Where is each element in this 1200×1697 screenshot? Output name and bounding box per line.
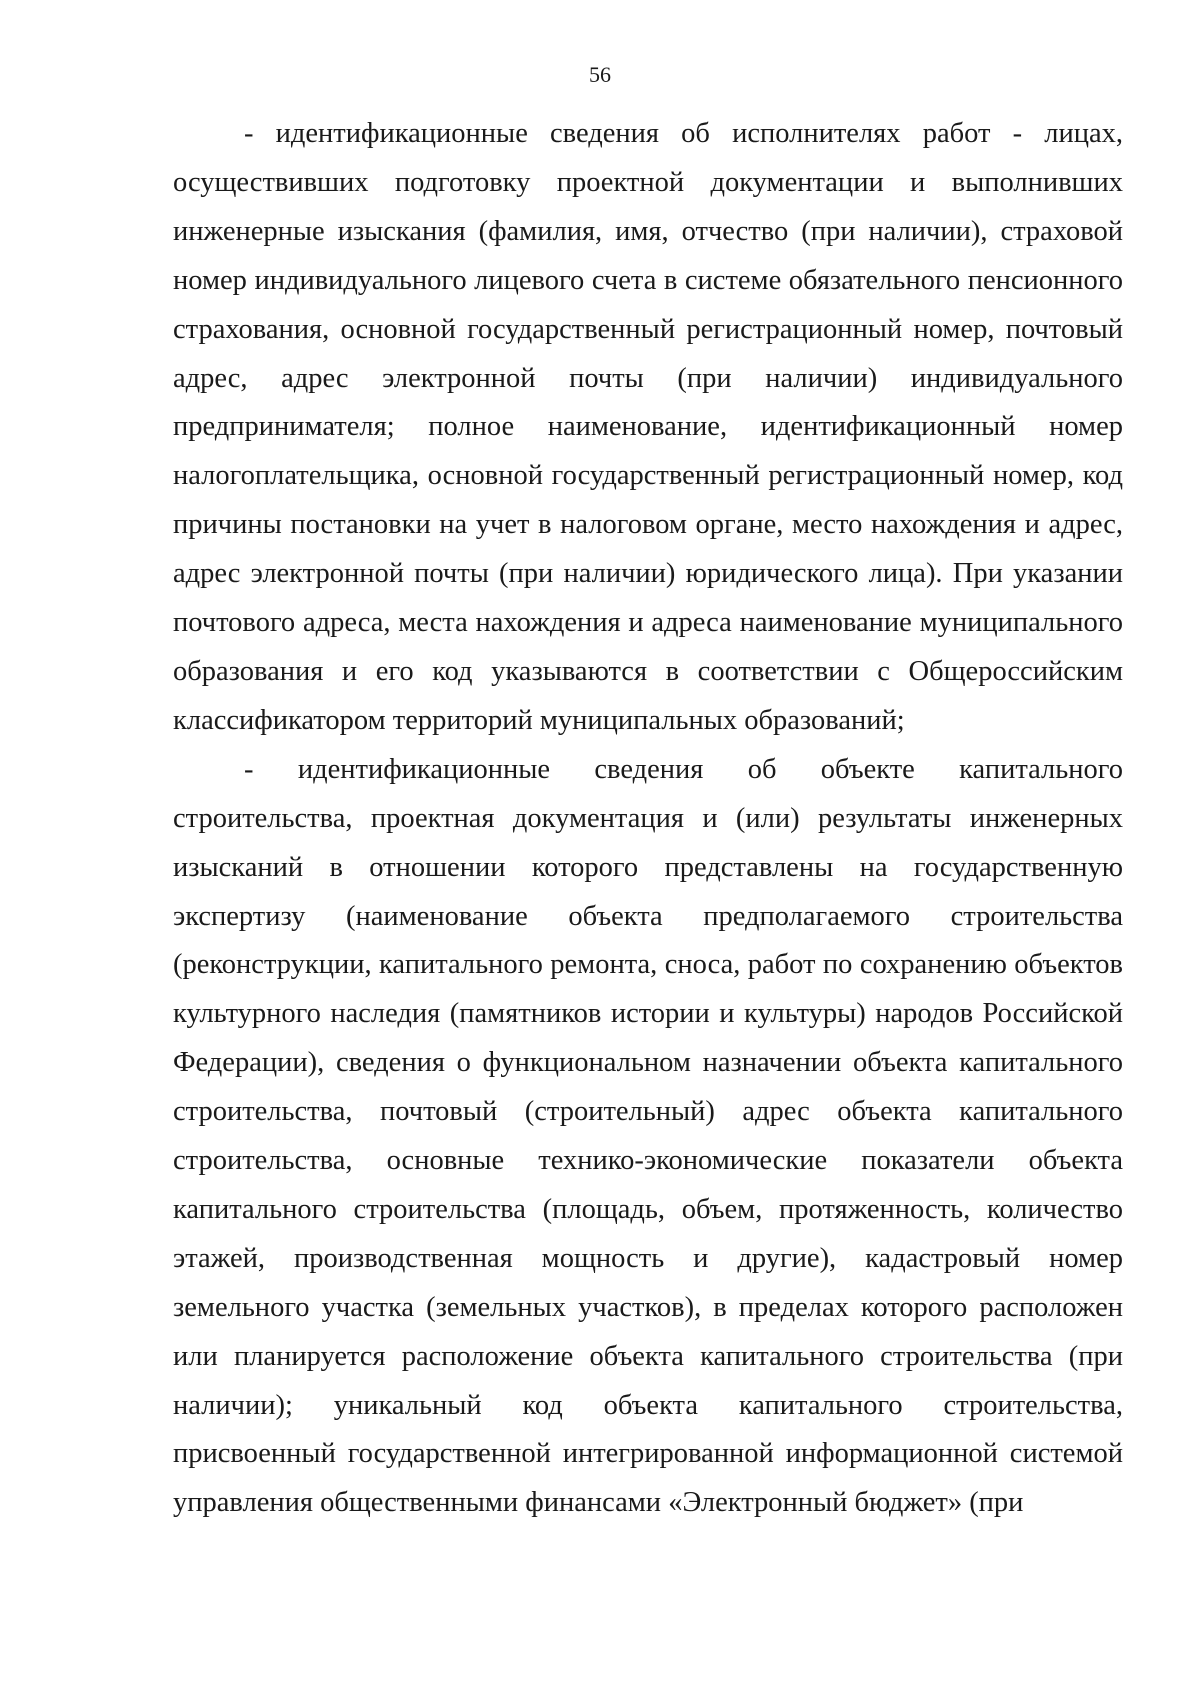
paragraph-construction-object-info: - идентификационные сведения об объекте капитального строительства, проектная документация и (или) результаты инженерных изысканий в отношении которого представлены на государственную экспертизу (наименование объекта предполагаемого строительства (реконструкции, капитального ремонта, сноса, работ по сохранению объектов культурного наследия (памятников истории и культуры) народов Российской Федерации), сведения о функциональном назначении объекта капитального строительства, почтовый (строительный) адрес объекта капитального строительства, основные технико-экономические показатели объекта капитального строительства (площадь, объем, протяженность, количество этажей, производственная мощность и другие), кадастровый номер земельного участка (земельных участков), в пределах которого расположен или планируется расположение объекта капитального строительства (при наличии); уникальный код объекта капитального строительства, присвоенный государственной интегрированной информационной системой управления общественными финансами «Электронный бюджет» (при [173,753,1123,1519]
paragraph-contractor-info: - идентификационные сведения об исполнителях работ - лицах, осуществивших подготовку проектной документации и выполнивших инженерные изыскания (фамилия, имя, отчество (при наличии), страховой номер индивидуального лицевого счета в системе обязательного пенсионного страхования, основной государственный регистрационный номер, почтовый адрес, адрес электронной почты (при наличии) индивидуального предпринимателя; полное наименование, идентификационный номер налогоплательщика, основной государственный регистрационный номер, код причины постановки на учет в налоговом органе, место нахождения и адрес, адрес электронной почты (при наличии) юридического лица). При указании почтового адреса, места нахождения и адреса наименование муниципального образования и его код указываются в соответствии с Общероссийским классификатором территорий муниципальных образований; [173,118,1123,736]
page-number: 56 [589,62,611,87]
document-body [173,110,1123,1528]
